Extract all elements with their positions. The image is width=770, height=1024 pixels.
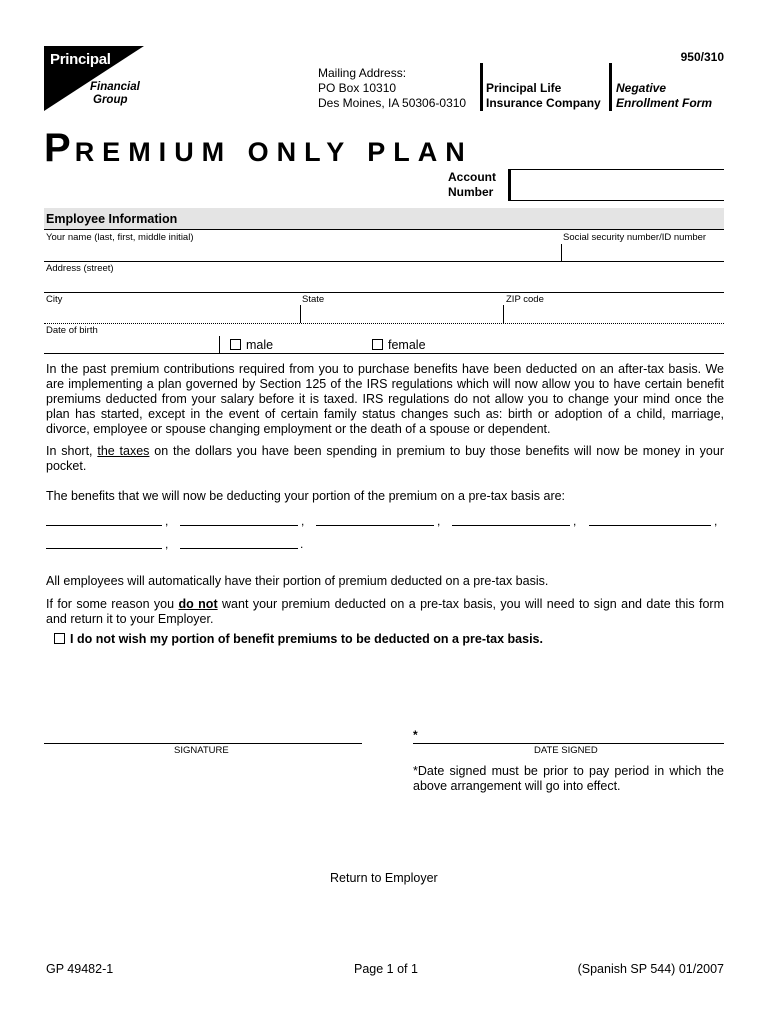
date-asterisk: * — [413, 728, 418, 742]
date-note: *Date signed must be prior to pay period in which the above arrangement will go into effect. — [413, 764, 724, 793]
paragraph-taxes-b: on the dollars you have been spending in premium to buy those benefits will now be money in your pocket. — [46, 444, 724, 473]
company-name — [486, 81, 601, 111]
benefit-comma: , — [165, 537, 169, 551]
footer-page-number: Page 1 of 1 — [354, 962, 418, 976]
page-title — [44, 126, 473, 171]
paragraph-intro: In the past premium contributions required from you to purchase benefits have been deducted on an after-tax basis. We are implementing a plan governed by Section 125 of the IRS regulations which will now allow you to have certain benefit premiums deducted from your salary before it is taxed. IRS regulations do not allow you to change your mind once the plan has started, except in the event of certain family status changes such as: birth or adoption of a child, marriage, divorce, employee or spouse changing employment or the death of a spouse or dependent. — [46, 362, 724, 436]
male-option[interactable] — [230, 338, 273, 352]
benefit-comma: , — [165, 514, 169, 528]
date-signed-line — [413, 743, 724, 744]
company-name-line2: Insurance Company — [486, 96, 601, 110]
company-name-line1: Principal Life — [486, 81, 562, 95]
benefit-blank-3[interactable] — [316, 525, 434, 526]
row-divider — [44, 261, 724, 262]
header-divider — [480, 63, 483, 111]
benefit-blank-4[interactable] — [452, 525, 570, 526]
account-label-line1: Account — [448, 170, 496, 184]
benefit-blank-7[interactable] — [180, 548, 298, 549]
logo-text-financial-group — [90, 81, 140, 107]
logo-text-financial: Financial — [90, 81, 140, 93]
ssn-field[interactable] — [563, 244, 724, 261]
state-label: State — [302, 294, 325, 305]
name-field[interactable] — [44, 244, 559, 261]
benefit-blank-1[interactable] — [46, 525, 162, 526]
paragraph-auto: All employees will automatically have their portion of premium deducted on a pre-tax basis. — [46, 574, 549, 588]
title-first-letter: P — [44, 126, 75, 170]
signature-line — [44, 743, 362, 744]
opt-out-label: I do not wish my portion of benefit premiums to be deducted on a pre-tax basis. — [70, 632, 543, 646]
account-number-field[interactable] — [508, 169, 724, 201]
logo-text-principal: Principal — [50, 51, 111, 68]
title-rest: REMIUM ONLY PLAN — [74, 137, 473, 167]
gender-divider — [219, 336, 220, 353]
row-divider — [44, 323, 724, 324]
signature-label: SIGNATURE — [174, 745, 229, 756]
para5-a: If for some reason you — [46, 597, 179, 611]
paragraph-taxes-a: In short, — [46, 444, 98, 458]
opt-out-option[interactable] — [54, 632, 543, 646]
row-divider — [44, 292, 724, 293]
mailing-address — [318, 66, 466, 111]
benefit-blank-2[interactable] — [180, 525, 298, 526]
paragraph-benefits: The benefits that we will now be deducting your portion of the premium on a pre-tax basis are: — [46, 489, 566, 503]
mailing-label: Mailing Address: — [318, 66, 407, 80]
benefit-comma: , — [573, 514, 577, 528]
benefit-comma: , — [301, 514, 305, 528]
female-checkbox[interactable] — [372, 339, 383, 350]
row-divider — [44, 353, 724, 354]
zip-field[interactable] — [504, 305, 724, 323]
form-type-line2: Enrollment Form — [616, 96, 713, 110]
para5-underline: do not — [178, 597, 218, 611]
city-label: City — [46, 294, 63, 305]
name-label: Your name (last, first, middle initial) — [46, 232, 194, 243]
mailing-po-box: PO Box 10310 — [318, 81, 397, 95]
ssn-label: Social security number/ID number — [563, 232, 707, 243]
date-signed-label: DATE SIGNED — [534, 745, 598, 756]
benefit-blank-5[interactable] — [589, 525, 711, 526]
male-label: male — [246, 338, 274, 352]
state-field[interactable] — [301, 305, 502, 323]
logo-text-group: Group — [93, 94, 128, 106]
benefit-comma: , — [437, 514, 441, 528]
female-option[interactable] — [372, 338, 426, 352]
footer-version: (Spanish SP 544) 01/2007 — [577, 962, 724, 976]
form-number: 950/310 — [680, 50, 724, 64]
benefit-period: . — [300, 537, 304, 551]
form-type — [616, 81, 712, 111]
signature-field[interactable] — [44, 720, 362, 744]
dob-field[interactable] — [44, 336, 218, 353]
para5-b: want your premium deducted on a pre-tax basis, you will need to sign and date this form and return it to your Employer. — [46, 597, 724, 626]
female-label: female — [388, 338, 426, 352]
city-field[interactable] — [44, 305, 298, 323]
account-number-label — [448, 170, 496, 200]
mailing-city: Des Moines, IA 50306-0310 — [318, 96, 467, 110]
paragraph-opt-out-instructions — [46, 597, 724, 627]
account-label-line2: Number — [448, 185, 494, 199]
footer-form-code: GP 49482-1 — [46, 962, 114, 976]
male-checkbox[interactable] — [230, 339, 241, 350]
date-signed-field[interactable] — [413, 720, 724, 744]
address-label: Address (street) — [46, 263, 114, 274]
ssn-divider — [561, 244, 562, 261]
zip-label: ZIP code — [506, 294, 544, 305]
benefit-comma: , — [714, 514, 718, 528]
address-field[interactable] — [44, 275, 724, 292]
form-type-line1: Negative — [616, 81, 667, 95]
paragraph-taxes — [46, 444, 724, 474]
paragraph-taxes-underline: the taxes — [97, 444, 150, 458]
opt-out-checkbox[interactable] — [54, 633, 65, 644]
header-divider — [609, 63, 612, 111]
section-title-employee-info: Employee Information — [46, 212, 178, 226]
return-to-employer: Return to Employer — [330, 871, 438, 885]
dob-label: Date of birth — [46, 325, 98, 336]
benefit-blank-6[interactable] — [46, 548, 162, 549]
